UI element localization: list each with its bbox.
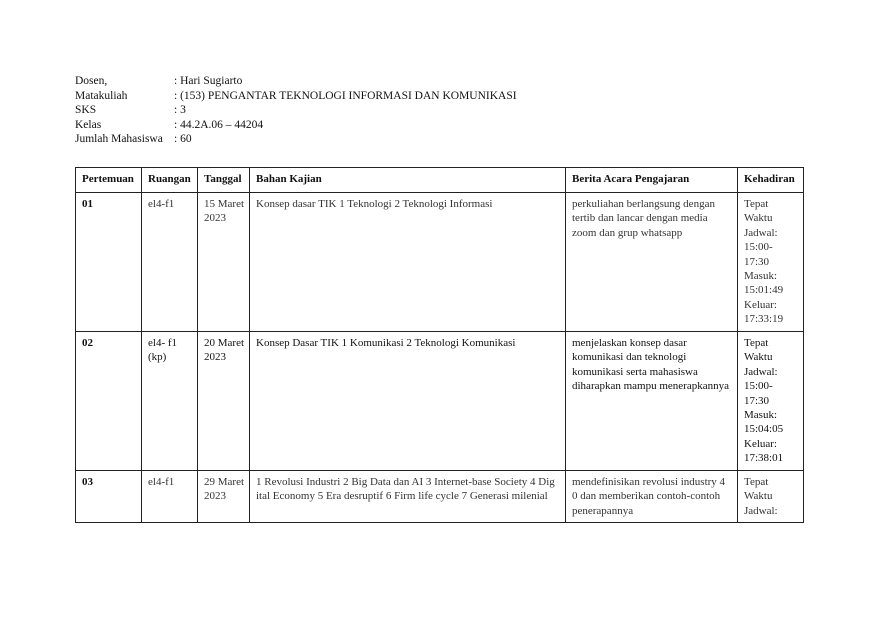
col-header-tanggal: Tanggal (198, 168, 250, 193)
kehadiran-cell (738, 471, 804, 523)
kelas-label: Kelas (75, 118, 102, 131)
tanggal-cell: 20 Maret 2023 (198, 332, 250, 471)
col-header-bahan-kajian: Bahan Kajian (250, 168, 566, 193)
pertemuan-cell: 03 (76, 471, 142, 523)
table-row (76, 471, 804, 523)
ruangan-cell: el4-f1 (142, 193, 198, 332)
info-row-matakuliah (75, 89, 517, 104)
ruangan-cell: el4-f1 (142, 471, 198, 523)
sks-value: : 3 (174, 104, 186, 117)
matakuliah-value: : (153) PENGANTAR TEKNOLOGI INFORMASI DAN KOMUNIKASI (174, 89, 517, 102)
kehadiran-line: Jadwal: (744, 504, 778, 517)
table-header-row (76, 168, 804, 193)
bahan-kajian-cell: Konsep Dasar TIK 1 Komunikasi 2 Teknologi Komunikasi (250, 332, 566, 471)
col-header-berita-acara: Berita Acara Pengajaran (566, 168, 738, 193)
kehadiran-line: Jadwal: (744, 365, 778, 378)
info-row-dosen (75, 74, 517, 89)
info-row-kelas (75, 118, 517, 133)
bahan-kajian-cell: 1 Revolusi Industri 2 Big Data dan AI 3 Internet-base Society 4 Dig ital Economy 5 Era desruptif 6 Firm life cycle 7 Generasi milenial (250, 471, 566, 523)
berita-acara-cell: perkuliahan berlangsung dengan tertib dan lancar dengan media zoom dan grup whatsapp (566, 193, 738, 332)
sks-label: SKS (75, 104, 97, 117)
kehadiran-line: 17:30 (744, 394, 770, 407)
kehadiran-line: 15:00- (744, 380, 773, 393)
kehadiran-line: Waktu (744, 490, 773, 503)
pertemuan-cell: 02 (76, 332, 142, 471)
dosen-value: : Hari Sugiarto (174, 75, 243, 87)
tanggal-cell: 15 Maret 2023 (198, 193, 250, 332)
kehadiran-cell (738, 332, 804, 471)
table-row (76, 332, 804, 471)
kehadiran-line: 17:33:19 (744, 313, 784, 326)
kehadiran-line: Keluar: (744, 298, 777, 311)
matakuliah-label: Matakuliah (75, 89, 128, 102)
kehadiran-line: Waktu (744, 351, 773, 364)
kehadiran-line: 15:00- (744, 241, 773, 254)
kehadiran-line: Keluar: (744, 437, 777, 450)
kelas-value: : 44.2A.06 – 44204 (174, 118, 264, 131)
kehadiran-line: Tepat (744, 476, 769, 488)
jumlah-label: Jumlah Mahasiswa (75, 133, 163, 146)
course-info (75, 74, 517, 147)
kehadiran-line: 17:30 (744, 255, 770, 268)
attendance-table (75, 167, 804, 523)
col-header-ruangan: Ruangan (142, 168, 198, 193)
col-header-kehadiran: Kehadiran (738, 168, 804, 193)
berita-acara-cell: mendefinisikan revolusi industry 4 0 dan memberikan contoh-contoh penerapannya (566, 471, 738, 523)
kehadiran-line: Masuk: (744, 270, 777, 283)
kehadiran-line: Waktu (744, 212, 773, 225)
bahan-kajian-cell: Konsep dasar TIK 1 Teknologi 2 Teknologi Informasi (250, 193, 566, 332)
info-row-sks (75, 103, 517, 118)
table-row (76, 193, 804, 332)
info-row-jumlah (75, 132, 517, 147)
dosen-label: Dosen, (75, 75, 108, 87)
pertemuan-cell: 01 (76, 193, 142, 332)
kehadiran-line: Tepat (744, 198, 769, 210)
kehadiran-cell (738, 193, 804, 332)
kehadiran-line: Tepat (744, 337, 769, 349)
jumlah-value: : 60 (174, 133, 192, 146)
kehadiran-line: 15:04:05 (744, 423, 784, 436)
kehadiran-line: Masuk: (744, 409, 777, 422)
kehadiran-line: Jadwal: (744, 226, 778, 239)
kehadiran-line: 15:01:49 (744, 284, 784, 297)
tanggal-cell: 29 Maret 2023 (198, 471, 250, 523)
kehadiran-line: 17:38:01 (744, 452, 784, 465)
col-header-pertemuan: Pertemuan (76, 168, 142, 193)
ruangan-cell: el4- f1 (kp) (142, 332, 198, 471)
berita-acara-cell: menjelaskan konsep dasar komunikasi dan teknologi komunikasi serta mahasiswa diharapkan mampu menerapkannya (566, 332, 738, 471)
